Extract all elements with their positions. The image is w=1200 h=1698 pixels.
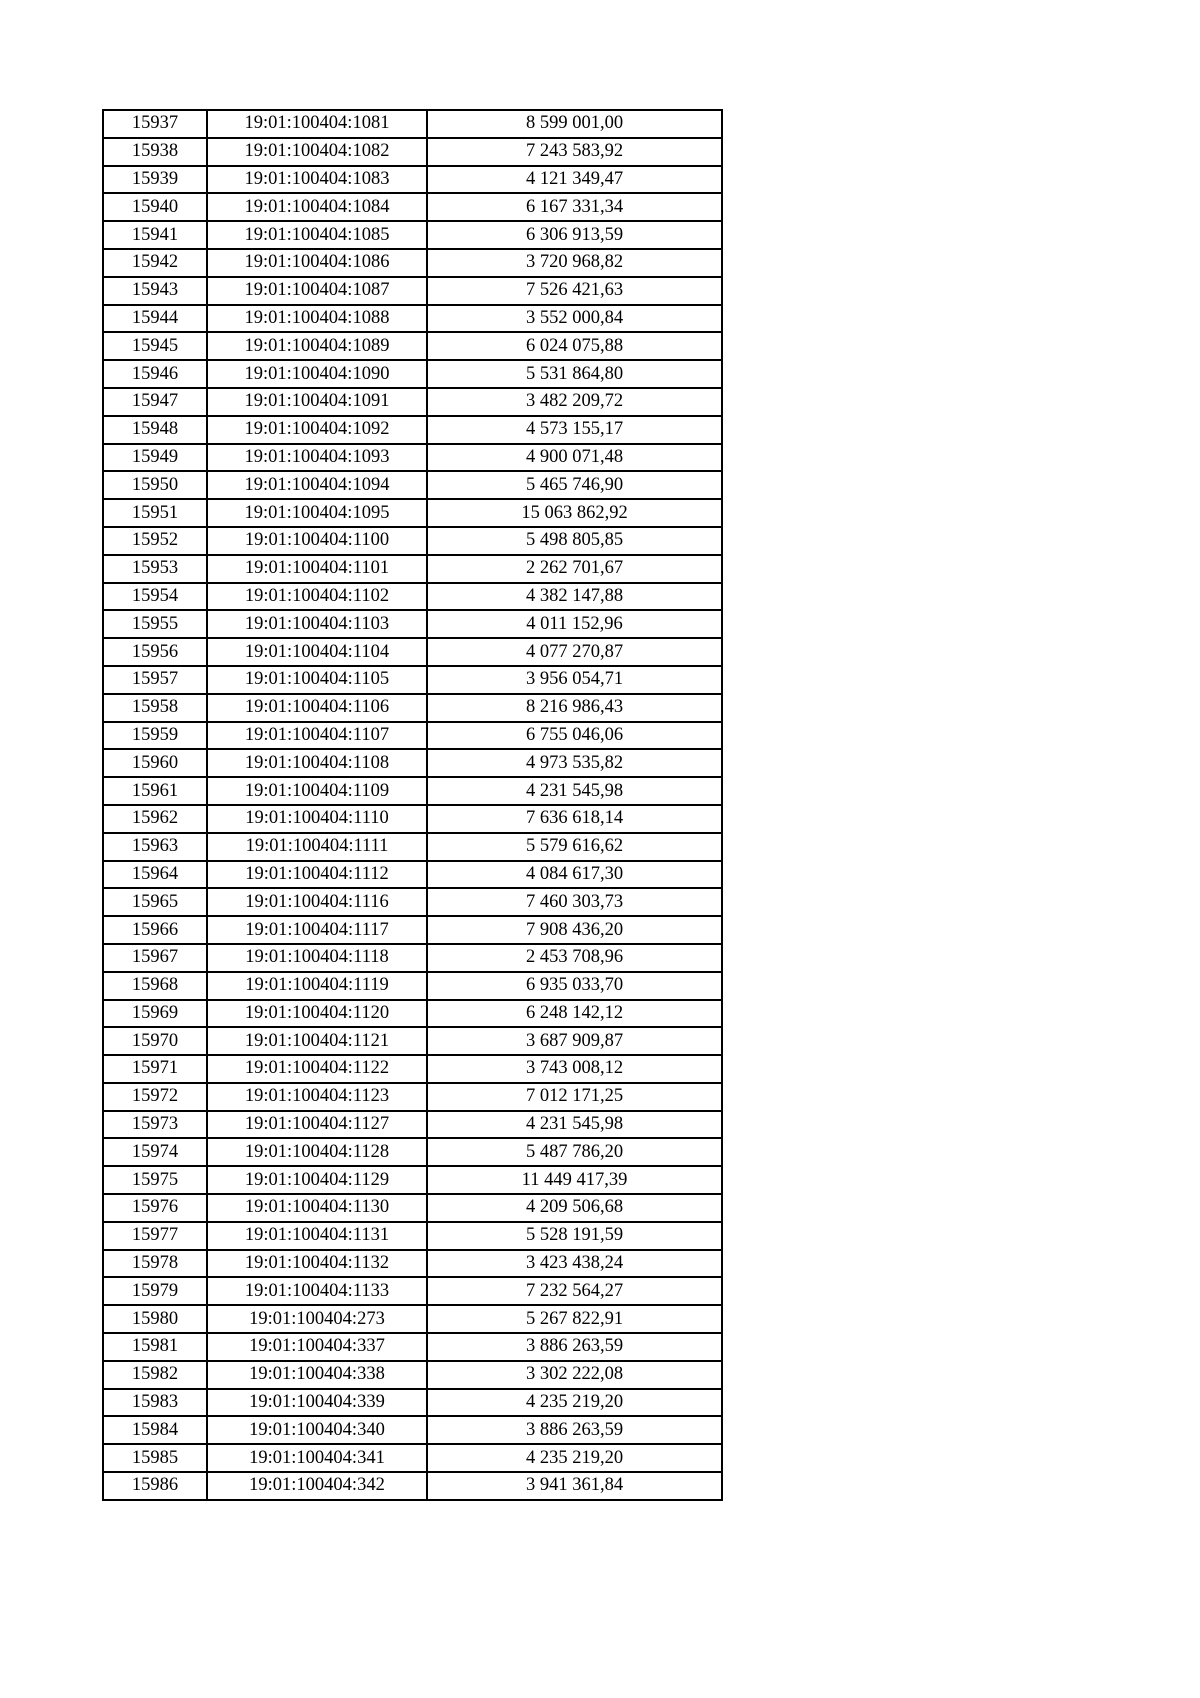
cadastral-number-cell: 19:01:100404:1111 — [207, 833, 427, 861]
cadastral-number-cell: 19:01:100404:1102 — [207, 583, 427, 611]
cadastral-number-cell: 19:01:100404:1128 — [207, 1138, 427, 1166]
value-cell: 6 248 142,12 — [427, 1000, 722, 1028]
table-row — [103, 694, 722, 722]
row-number-cell: 15975 — [103, 1166, 207, 1194]
table-row — [103, 1389, 722, 1417]
cadastral-number-cell: 19:01:100404:1089 — [207, 332, 427, 360]
value-cell: 3 423 438,24 — [427, 1250, 722, 1278]
value-cell: 7 243 583,92 — [427, 138, 722, 166]
row-number-cell: 15968 — [103, 972, 207, 1000]
cadastral-number-cell: 19:01:100404:1081 — [207, 110, 427, 138]
cadastral-number-cell: 19:01:100404:1131 — [207, 1222, 427, 1250]
row-number-cell: 15982 — [103, 1361, 207, 1389]
value-cell: 2 262 701,67 — [427, 555, 722, 583]
row-number-cell: 15939 — [103, 166, 207, 194]
row-number-cell: 15963 — [103, 833, 207, 861]
table-row — [103, 332, 722, 360]
table-row — [103, 972, 722, 1000]
table-row — [103, 1111, 722, 1139]
data-table-body — [103, 110, 722, 1500]
cadastral-number-cell: 19:01:100404:1084 — [207, 193, 427, 221]
cadastral-number-cell: 19:01:100404:337 — [207, 1333, 427, 1361]
row-number-cell: 15981 — [103, 1333, 207, 1361]
value-cell: 4 231 545,98 — [427, 1111, 722, 1139]
table-row — [103, 444, 722, 472]
cadastral-number-cell: 19:01:100404:1130 — [207, 1194, 427, 1222]
table-row — [103, 138, 722, 166]
value-cell: 3 687 909,87 — [427, 1027, 722, 1055]
row-number-cell: 15958 — [103, 694, 207, 722]
cadastral-number-cell: 19:01:100404:1129 — [207, 1166, 427, 1194]
row-number-cell: 15947 — [103, 388, 207, 416]
cadastral-number-cell: 19:01:100404:1092 — [207, 416, 427, 444]
value-cell: 4 231 545,98 — [427, 777, 722, 805]
row-number-cell: 15986 — [103, 1472, 207, 1500]
value-cell: 3 941 361,84 — [427, 1472, 722, 1500]
cadastral-number-cell: 19:01:100404:1103 — [207, 610, 427, 638]
table-row — [103, 1194, 722, 1222]
value-cell: 4 084 617,30 — [427, 861, 722, 889]
cadastral-number-cell: 19:01:100404:338 — [207, 1361, 427, 1389]
row-number-cell: 15959 — [103, 722, 207, 750]
value-cell: 4 011 152,96 — [427, 610, 722, 638]
value-cell: 6 935 033,70 — [427, 972, 722, 1000]
table-row — [103, 666, 722, 694]
value-cell: 8 599 001,00 — [427, 110, 722, 138]
value-cell: 5 487 786,20 — [427, 1138, 722, 1166]
table-row — [103, 305, 722, 333]
value-cell: 4 235 219,20 — [427, 1389, 722, 1417]
row-number-cell: 15979 — [103, 1277, 207, 1305]
value-cell: 3 302 222,08 — [427, 1361, 722, 1389]
row-number-cell: 15952 — [103, 527, 207, 555]
cadastral-number-cell: 19:01:100404:1082 — [207, 138, 427, 166]
cadastral-number-cell: 19:01:100404:1120 — [207, 1000, 427, 1028]
row-number-cell: 15954 — [103, 583, 207, 611]
table-row — [103, 722, 722, 750]
cadastral-number-cell: 19:01:100404:1118 — [207, 944, 427, 972]
cadastral-number-cell: 19:01:100404:1095 — [207, 499, 427, 527]
table-row — [103, 1138, 722, 1166]
cadastral-number-cell: 19:01:100404:1119 — [207, 972, 427, 1000]
cadastral-number-cell: 19:01:100404:1100 — [207, 527, 427, 555]
value-cell: 3 886 263,59 — [427, 1333, 722, 1361]
row-number-cell: 15957 — [103, 666, 207, 694]
cadastral-number-cell: 19:01:100404:341 — [207, 1444, 427, 1472]
cadastral-number-cell: 19:01:100404:1109 — [207, 777, 427, 805]
row-number-cell: 15967 — [103, 944, 207, 972]
table-row — [103, 1333, 722, 1361]
value-cell: 7 908 436,20 — [427, 916, 722, 944]
data-table — [102, 109, 723, 1501]
table-row — [103, 1083, 722, 1111]
table-row — [103, 805, 722, 833]
table-row — [103, 1027, 722, 1055]
table-row — [103, 1472, 722, 1500]
table-row — [103, 1277, 722, 1305]
cadastral-number-cell: 19:01:100404:1107 — [207, 722, 427, 750]
row-number-cell: 15955 — [103, 610, 207, 638]
cadastral-number-cell: 19:01:100404:1086 — [207, 249, 427, 277]
row-number-cell: 15945 — [103, 332, 207, 360]
cadastral-number-cell: 19:01:100404:1093 — [207, 444, 427, 472]
cadastral-number-cell: 19:01:100404:1122 — [207, 1055, 427, 1083]
value-cell: 11 449 417,39 — [427, 1166, 722, 1194]
row-number-cell: 15980 — [103, 1305, 207, 1333]
value-cell: 5 531 864,80 — [427, 360, 722, 388]
value-cell: 7 526 421,63 — [427, 277, 722, 305]
table-row — [103, 360, 722, 388]
row-number-cell: 15977 — [103, 1222, 207, 1250]
table-row — [103, 471, 722, 499]
row-number-cell: 15966 — [103, 916, 207, 944]
table-row — [103, 1166, 722, 1194]
table-row — [103, 888, 722, 916]
cadastral-number-cell: 19:01:100404:1133 — [207, 1277, 427, 1305]
value-cell: 5 465 746,90 — [427, 471, 722, 499]
row-number-cell: 15984 — [103, 1416, 207, 1444]
row-number-cell: 15978 — [103, 1250, 207, 1278]
row-number-cell: 15951 — [103, 499, 207, 527]
row-number-cell: 15942 — [103, 249, 207, 277]
cadastral-number-cell: 19:01:100404:1110 — [207, 805, 427, 833]
table-row — [103, 1416, 722, 1444]
table-row — [103, 166, 722, 194]
cadastral-number-cell: 19:01:100404:1090 — [207, 360, 427, 388]
cadastral-number-cell: 19:01:100404:273 — [207, 1305, 427, 1333]
table-row — [103, 916, 722, 944]
row-number-cell: 15971 — [103, 1055, 207, 1083]
value-cell: 6 755 046,06 — [427, 722, 722, 750]
cadastral-number-cell: 19:01:100404:1087 — [207, 277, 427, 305]
table-row — [103, 277, 722, 305]
table-row — [103, 1250, 722, 1278]
value-cell: 3 743 008,12 — [427, 1055, 722, 1083]
table-row — [103, 610, 722, 638]
cadastral-number-cell: 19:01:100404:342 — [207, 1472, 427, 1500]
value-cell: 8 216 986,43 — [427, 694, 722, 722]
cadastral-number-cell: 19:01:100404:1123 — [207, 1083, 427, 1111]
row-number-cell: 15944 — [103, 305, 207, 333]
row-number-cell: 15976 — [103, 1194, 207, 1222]
cadastral-number-cell: 19:01:100404:1112 — [207, 861, 427, 889]
value-cell: 5 267 822,91 — [427, 1305, 722, 1333]
row-number-cell: 15974 — [103, 1138, 207, 1166]
table-row — [103, 638, 722, 666]
cadastral-number-cell: 19:01:100404:340 — [207, 1416, 427, 1444]
table-row — [103, 833, 722, 861]
table-row — [103, 1444, 722, 1472]
table-row — [103, 1361, 722, 1389]
value-cell: 3 886 263,59 — [427, 1416, 722, 1444]
value-cell: 5 498 805,85 — [427, 527, 722, 555]
value-cell: 3 552 000,84 — [427, 305, 722, 333]
row-number-cell: 15985 — [103, 1444, 207, 1472]
row-number-cell: 15953 — [103, 555, 207, 583]
value-cell: 7 232 564,27 — [427, 1277, 722, 1305]
table-row — [103, 1055, 722, 1083]
cadastral-number-cell: 19:01:100404:1105 — [207, 666, 427, 694]
cadastral-number-cell: 19:01:100404:1085 — [207, 221, 427, 249]
value-cell: 4 900 071,48 — [427, 444, 722, 472]
cadastral-number-cell: 19:01:100404:1116 — [207, 888, 427, 916]
table-row — [103, 221, 722, 249]
value-cell: 6 167 331,34 — [427, 193, 722, 221]
table-row — [103, 249, 722, 277]
value-cell: 7 636 618,14 — [427, 805, 722, 833]
row-number-cell: 15940 — [103, 193, 207, 221]
value-cell: 4 973 535,82 — [427, 749, 722, 777]
row-number-cell: 15956 — [103, 638, 207, 666]
value-cell: 4 382 147,88 — [427, 583, 722, 611]
cadastral-number-cell: 19:01:100404:1121 — [207, 1027, 427, 1055]
row-number-cell: 15970 — [103, 1027, 207, 1055]
table-row — [103, 1222, 722, 1250]
row-number-cell: 15965 — [103, 888, 207, 916]
cadastral-number-cell: 19:01:100404:1101 — [207, 555, 427, 583]
row-number-cell: 15983 — [103, 1389, 207, 1417]
value-cell: 3 482 209,72 — [427, 388, 722, 416]
value-cell: 4 077 270,87 — [427, 638, 722, 666]
table-row — [103, 1305, 722, 1333]
cadastral-number-cell: 19:01:100404:1106 — [207, 694, 427, 722]
value-cell: 5 579 616,62 — [427, 833, 722, 861]
cadastral-number-cell: 19:01:100404:1083 — [207, 166, 427, 194]
row-number-cell: 15937 — [103, 110, 207, 138]
table-row — [103, 193, 722, 221]
row-number-cell: 15964 — [103, 861, 207, 889]
cadastral-number-cell: 19:01:100404:1117 — [207, 916, 427, 944]
value-cell: 4 235 219,20 — [427, 1444, 722, 1472]
cadastral-number-cell: 19:01:100404:1127 — [207, 1111, 427, 1139]
row-number-cell: 15973 — [103, 1111, 207, 1139]
table-row — [103, 110, 722, 138]
cadastral-number-cell: 19:01:100404:1091 — [207, 388, 427, 416]
value-cell: 6 024 075,88 — [427, 332, 722, 360]
table-row — [103, 1000, 722, 1028]
value-cell: 5 528 191,59 — [427, 1222, 722, 1250]
table-row — [103, 861, 722, 889]
value-cell: 6 306 913,59 — [427, 221, 722, 249]
table-row — [103, 499, 722, 527]
table-row — [103, 944, 722, 972]
value-cell: 7 460 303,73 — [427, 888, 722, 916]
table-row — [103, 555, 722, 583]
cadastral-number-cell: 19:01:100404:1104 — [207, 638, 427, 666]
row-number-cell: 15946 — [103, 360, 207, 388]
row-number-cell: 15943 — [103, 277, 207, 305]
cadastral-number-cell: 19:01:100404:1132 — [207, 1250, 427, 1278]
table-row — [103, 583, 722, 611]
row-number-cell: 15961 — [103, 777, 207, 805]
value-cell: 15 063 862,92 — [427, 499, 722, 527]
cadastral-number-cell: 19:01:100404:1108 — [207, 749, 427, 777]
value-cell: 3 956 054,71 — [427, 666, 722, 694]
table-row — [103, 749, 722, 777]
value-cell: 4 121 349,47 — [427, 166, 722, 194]
row-number-cell: 15962 — [103, 805, 207, 833]
row-number-cell: 15938 — [103, 138, 207, 166]
row-number-cell: 15941 — [103, 221, 207, 249]
value-cell: 4 573 155,17 — [427, 416, 722, 444]
table-row — [103, 527, 722, 555]
value-cell: 3 720 968,82 — [427, 249, 722, 277]
value-cell: 2 453 708,96 — [427, 944, 722, 972]
value-cell: 7 012 171,25 — [427, 1083, 722, 1111]
row-number-cell: 15972 — [103, 1083, 207, 1111]
table-row — [103, 777, 722, 805]
cadastral-number-cell: 19:01:100404:1088 — [207, 305, 427, 333]
cadastral-number-cell: 19:01:100404:339 — [207, 1389, 427, 1417]
cadastral-number-cell: 19:01:100404:1094 — [207, 471, 427, 499]
row-number-cell: 15949 — [103, 444, 207, 472]
row-number-cell: 15969 — [103, 1000, 207, 1028]
table-row — [103, 388, 722, 416]
table-row — [103, 416, 722, 444]
row-number-cell: 15960 — [103, 749, 207, 777]
row-number-cell: 15948 — [103, 416, 207, 444]
value-cell: 4 209 506,68 — [427, 1194, 722, 1222]
row-number-cell: 15950 — [103, 471, 207, 499]
